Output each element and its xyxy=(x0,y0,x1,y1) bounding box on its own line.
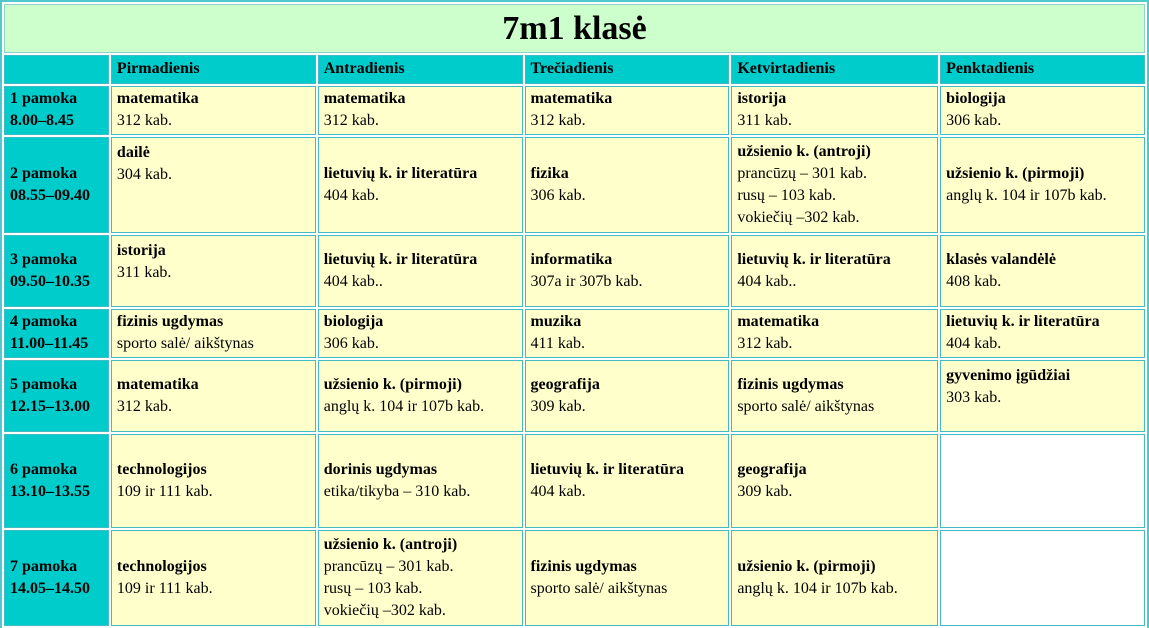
schedule-cell-thursday xyxy=(731,309,938,358)
subject-name: muzika xyxy=(530,313,582,331)
lesson-row xyxy=(4,137,1145,233)
lesson-number: 2 pamoka xyxy=(10,165,78,183)
lesson-time: 09.50–10.35 xyxy=(10,272,90,290)
lesson-header-cell xyxy=(4,86,109,135)
schedule-cell-tuesday xyxy=(318,309,523,358)
schedule-cell-wednesday xyxy=(525,235,730,307)
room-info: anglų k. 104 ir 107b kab. xyxy=(323,397,485,415)
schedule-cell-thursday xyxy=(731,86,938,135)
room-info: vokiečių –302 kab. xyxy=(323,601,446,619)
room-info: 404 kab. xyxy=(946,335,1002,353)
schedule-cell-friday xyxy=(940,86,1145,135)
schedule-cell-thursday xyxy=(731,235,938,307)
lesson-time: 8.00–8.45 xyxy=(10,112,74,130)
schedule-cell-tuesday xyxy=(318,360,523,432)
room-info: anglų k. 104 ir 107b kab. xyxy=(737,579,898,597)
subject-name: lietuvių k. ir literatūra xyxy=(323,250,478,268)
subject-name: istorija xyxy=(737,90,787,108)
room-info: 404 kab.. xyxy=(323,272,383,290)
subject-name: technologijos xyxy=(116,557,207,575)
lesson-header-cell xyxy=(4,434,109,528)
subject-name: matematika xyxy=(323,90,406,108)
room-info: 311 kab. xyxy=(116,264,172,282)
schedule-cell-tuesday xyxy=(318,137,523,233)
room-info: sporto salė/ aikštynas xyxy=(116,335,254,353)
room-info: 311 kab. xyxy=(737,112,792,130)
room-info: 404 kab. xyxy=(323,187,379,205)
lesson-number: 3 pamoka xyxy=(10,250,78,268)
schedule-cell-tuesday xyxy=(318,434,523,528)
room-info: 306 kab. xyxy=(530,187,586,205)
subject-name: matematika xyxy=(737,313,820,331)
schedule-cell-monday xyxy=(111,137,316,233)
schedule-cell-thursday xyxy=(731,137,938,233)
schedule-cell-monday xyxy=(111,360,316,432)
subject-name: užsienio k. (antroji) xyxy=(737,143,871,161)
room-info: sporto salė/ aikštynas xyxy=(737,397,875,415)
schedule-cell-friday xyxy=(940,309,1145,358)
schedule-cell-friday xyxy=(940,360,1145,432)
subject-name: matematika xyxy=(116,375,199,393)
lesson-time: 13.10–13.55 xyxy=(10,482,90,500)
subject-name: matematika xyxy=(530,90,613,108)
schedule-cell-tuesday xyxy=(318,235,523,307)
schedule-cell-thursday xyxy=(731,434,938,528)
page-title: 7m1 klasė xyxy=(4,4,1145,53)
lesson-number: 1 pamoka xyxy=(10,90,78,108)
day-header-thursday: Ketvirtadienis xyxy=(731,55,938,84)
subject-name: fizinis ugdymas xyxy=(116,313,224,331)
lesson-number: 7 pamoka xyxy=(10,557,78,575)
subject-name: biologija xyxy=(323,313,384,331)
corner-header-cell xyxy=(4,55,109,84)
lesson-header-cell xyxy=(4,530,109,626)
lesson-row xyxy=(4,86,1145,135)
schedule-cell-monday xyxy=(111,434,316,528)
subject-name: lietuvių k. ir literatūra xyxy=(946,313,1100,331)
room-info: 109 ir 111 kab. xyxy=(116,579,213,597)
lesson-header-cell xyxy=(4,235,109,307)
subject-name: klasės valandėlė xyxy=(946,250,1056,268)
schedule-cell-friday xyxy=(940,235,1145,307)
schedule-cell-monday xyxy=(111,530,316,626)
subject-name: geografija xyxy=(530,375,600,393)
room-info: 312 kab. xyxy=(116,397,173,415)
room-info: 306 kab. xyxy=(946,112,1002,130)
room-info: anglų k. 104 ir 107b kab. xyxy=(946,187,1107,205)
lesson-row xyxy=(4,360,1145,432)
subject-name: geografija xyxy=(737,460,807,478)
room-info: 109 ir 111 kab. xyxy=(116,482,213,500)
room-info: 312 kab. xyxy=(116,112,173,130)
lesson-row xyxy=(4,530,1145,626)
timetable xyxy=(2,2,1147,628)
lesson-header-cell xyxy=(4,309,109,358)
room-info: rusų – 103 kab. xyxy=(323,579,423,597)
lesson-row xyxy=(4,235,1145,307)
room-info: 404 kab.. xyxy=(737,272,797,290)
schedule-cell-monday xyxy=(111,309,316,358)
schedule-cell-thursday xyxy=(731,530,938,626)
room-info: 307a ir 307b kab. xyxy=(530,272,643,290)
subject-name: užsienio k. (antroji) xyxy=(323,535,458,553)
room-info: 309 kab. xyxy=(737,482,793,500)
lesson-header-cell xyxy=(4,360,109,432)
schedule-cell-monday xyxy=(111,235,316,307)
room-info: 312 kab. xyxy=(737,335,793,353)
day-header-tuesday: Antradienis xyxy=(318,55,523,84)
schedule-cell-wednesday xyxy=(525,137,730,233)
schedule-cell-friday xyxy=(940,137,1145,233)
lesson-time: 14.05–14.50 xyxy=(10,579,90,597)
lesson-row xyxy=(4,309,1145,358)
subject-name: lietuvių k. ir literatūra xyxy=(323,165,478,183)
subject-name: gyvenimo įgūdžiai xyxy=(946,366,1071,384)
subject-name: užsienio k. (pirmoji) xyxy=(323,375,462,393)
room-info: etika/tikyba – 310 kab. xyxy=(323,482,471,500)
subject-name: lietuvių k. ir literatūra xyxy=(737,250,891,268)
schedule-cell-tuesday xyxy=(318,86,523,135)
schedule-cell-thursday xyxy=(731,360,938,432)
lesson-number: 6 pamoka xyxy=(10,460,78,478)
lesson-time: 11.00–11.45 xyxy=(10,335,89,353)
subject-name: matematika xyxy=(116,90,199,108)
room-info: prancūzų – 301 kab. xyxy=(737,165,868,183)
room-info: 404 kab. xyxy=(530,482,586,500)
subject-name: dailė xyxy=(116,143,150,161)
room-info: 312 kab. xyxy=(530,112,586,130)
days-header-row xyxy=(4,55,1145,84)
schedule-cell-wednesday xyxy=(525,309,730,358)
schedule-cell-wednesday xyxy=(525,530,730,626)
day-header-monday: Pirmadienis xyxy=(111,55,316,84)
subject-name: užsienio k. (pirmoji) xyxy=(946,165,1085,183)
room-info: 408 kab. xyxy=(946,272,1002,290)
subject-name: informatika xyxy=(530,250,613,268)
room-info: 306 kab. xyxy=(323,335,379,353)
day-header-friday: Penktadienis xyxy=(940,55,1145,84)
lesson-header-cell xyxy=(4,137,109,233)
day-header-wednesday: Trečiadienis xyxy=(525,55,730,84)
room-info: 309 kab. xyxy=(530,397,586,415)
subject-name: dorinis ugdymas xyxy=(323,460,438,478)
lesson-time: 08.55–09.40 xyxy=(10,187,90,205)
room-info: 411 kab. xyxy=(530,335,586,353)
empty-cell xyxy=(940,434,1145,528)
lesson-number: 5 pamoka xyxy=(10,375,78,393)
empty-cell xyxy=(940,530,1145,626)
lesson-row xyxy=(4,434,1145,528)
schedule-cell-wednesday xyxy=(525,434,730,528)
schedule-cell-tuesday xyxy=(318,530,523,626)
subject-name: lietuvių k. ir literatūra xyxy=(530,460,684,478)
lesson-number: 4 pamoka xyxy=(10,313,78,331)
room-info: rusų – 103 kab. xyxy=(737,187,836,205)
subject-name: technologijos xyxy=(116,460,207,478)
room-info: 304 kab. xyxy=(116,165,173,183)
subject-name: biologija xyxy=(946,90,1006,108)
subject-name: fizika xyxy=(530,165,569,183)
room-info: 303 kab. xyxy=(946,388,1002,406)
schedule-cell-monday xyxy=(111,86,316,135)
subject-name: istorija xyxy=(116,242,166,260)
subject-name: fizinis ugdymas xyxy=(530,557,637,575)
room-info: prancūzų – 301 kab. xyxy=(323,557,454,575)
subject-name: fizinis ugdymas xyxy=(737,375,844,393)
lesson-time: 12.15–13.00 xyxy=(10,397,90,415)
room-info: vokiečių –302 kab. xyxy=(737,209,860,227)
subject-name: užsienio k. (pirmoji) xyxy=(737,557,876,575)
room-info: 312 kab. xyxy=(323,112,379,130)
schedule-cell-wednesday xyxy=(525,86,730,135)
room-info: sporto salė/ aikštynas xyxy=(530,579,668,597)
schedule-cell-wednesday xyxy=(525,360,730,432)
